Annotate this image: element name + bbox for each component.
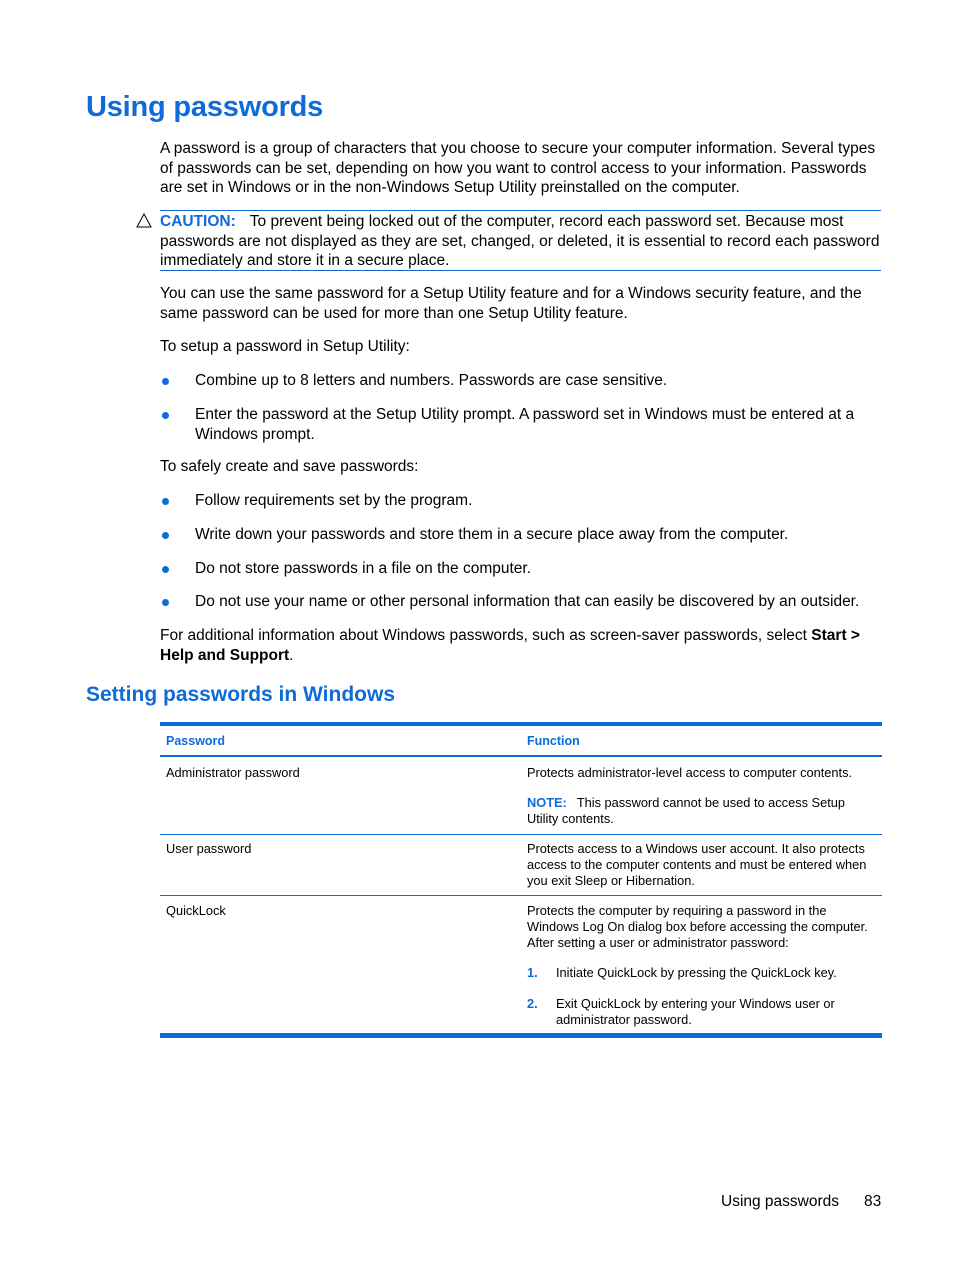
same-password-paragraph: You can use the same password for a Setup Utility feature and for a Windows security feature, and the same password can be used for more than one Setup Utility feature. — [160, 285, 862, 322]
table-note: NOTE: This password cannot be used to access Setup Utility contents. — [527, 795, 845, 826]
caution-box — [160, 210, 881, 271]
page-title: Using passwords — [86, 91, 324, 123]
column-header-function: Function — [527, 734, 580, 748]
bullet-icon — [162, 599, 169, 606]
table-cell-function: Protects administrator-level access to computer contents. — [527, 765, 853, 780]
step-number: 1. — [527, 965, 538, 980]
table-row-divider — [160, 895, 882, 896]
list-item: Do not store passwords in a file on the computer. — [160, 559, 882, 579]
bullet-icon — [162, 378, 169, 385]
step-number: 2. — [527, 996, 538, 1011]
list-item: Enter the password at the Setup Utility prompt. A password set in Windows must be entered at a Windows prompt. — [160, 405, 882, 444]
list-item: Combine up to 8 letters and numbers. Passwords are case sensitive. — [160, 371, 882, 391]
warning-triangle-icon — [136, 213, 152, 228]
table-cell-function: Protects access to a Windows user account. It also protects access to the computer contents and must be entered when you exit Sleep or Hibernation. — [527, 841, 867, 888]
bullet-icon — [162, 498, 169, 505]
safe-intro: To safely create and save passwords: — [160, 458, 419, 475]
additional-info-paragraph: For additional information about Windows passwords, such as screen-saver passwords, select Start > Help and Support. — [160, 627, 860, 664]
table-bottom-rule — [160, 1033, 882, 1038]
table-header-rule — [160, 755, 882, 757]
intro-paragraph: A password is a group of characters that you choose to secure your computer information. Several types of passwords can be set, depending on how you want to control access to your information. Passwords are set in Windows or in the non-Windows Setup Utility preinstalled on the computer. — [160, 140, 876, 196]
list-item: Write down your passwords and store them in a secure place away from the computer. — [160, 525, 882, 545]
step-text: Exit QuickLock by entering your Windows user or administrator password. — [556, 996, 835, 1027]
footer-section-title: Using passwords — [721, 1193, 840, 1210]
bullet-icon — [162, 532, 169, 539]
help-and-support-path: Start > Help and Support — [160, 627, 860, 664]
table-cell-password: QuickLock — [166, 903, 226, 918]
table-top-rule — [160, 722, 882, 726]
list-item: Follow requirements set by the program. — [160, 491, 882, 511]
setup-intro: To setup a password in Setup Utility: — [160, 338, 410, 355]
caution-text: To prevent being locked out of the computer, record each password set. Because most passwords are not displayed as they are set, changed, or deleted, it is essential to record each password immediately and store it in a secure place. — [160, 213, 880, 269]
section-heading: Setting passwords in Windows — [86, 683, 396, 706]
bullet-icon — [162, 566, 169, 573]
bullet-icon — [162, 412, 169, 419]
table-cell-function: Protects the computer by requiring a password in the Windows Log On dialog box before accessing the computer. After setting a user or administrator password: — [527, 903, 868, 950]
caution-label: CAUTION: — [160, 213, 236, 230]
step-text: Initiate QuickLock by pressing the QuickLock key. — [556, 965, 837, 980]
list-item: Do not use your name or other personal information that can easily be discovered by an outsider. — [160, 592, 882, 612]
column-header-password: Password — [166, 734, 226, 748]
table-row-divider — [160, 834, 882, 835]
table-cell-password: User password — [166, 841, 252, 856]
page-number: 83 — [864, 1193, 882, 1210]
table-cell-password: Administrator password — [166, 765, 300, 780]
